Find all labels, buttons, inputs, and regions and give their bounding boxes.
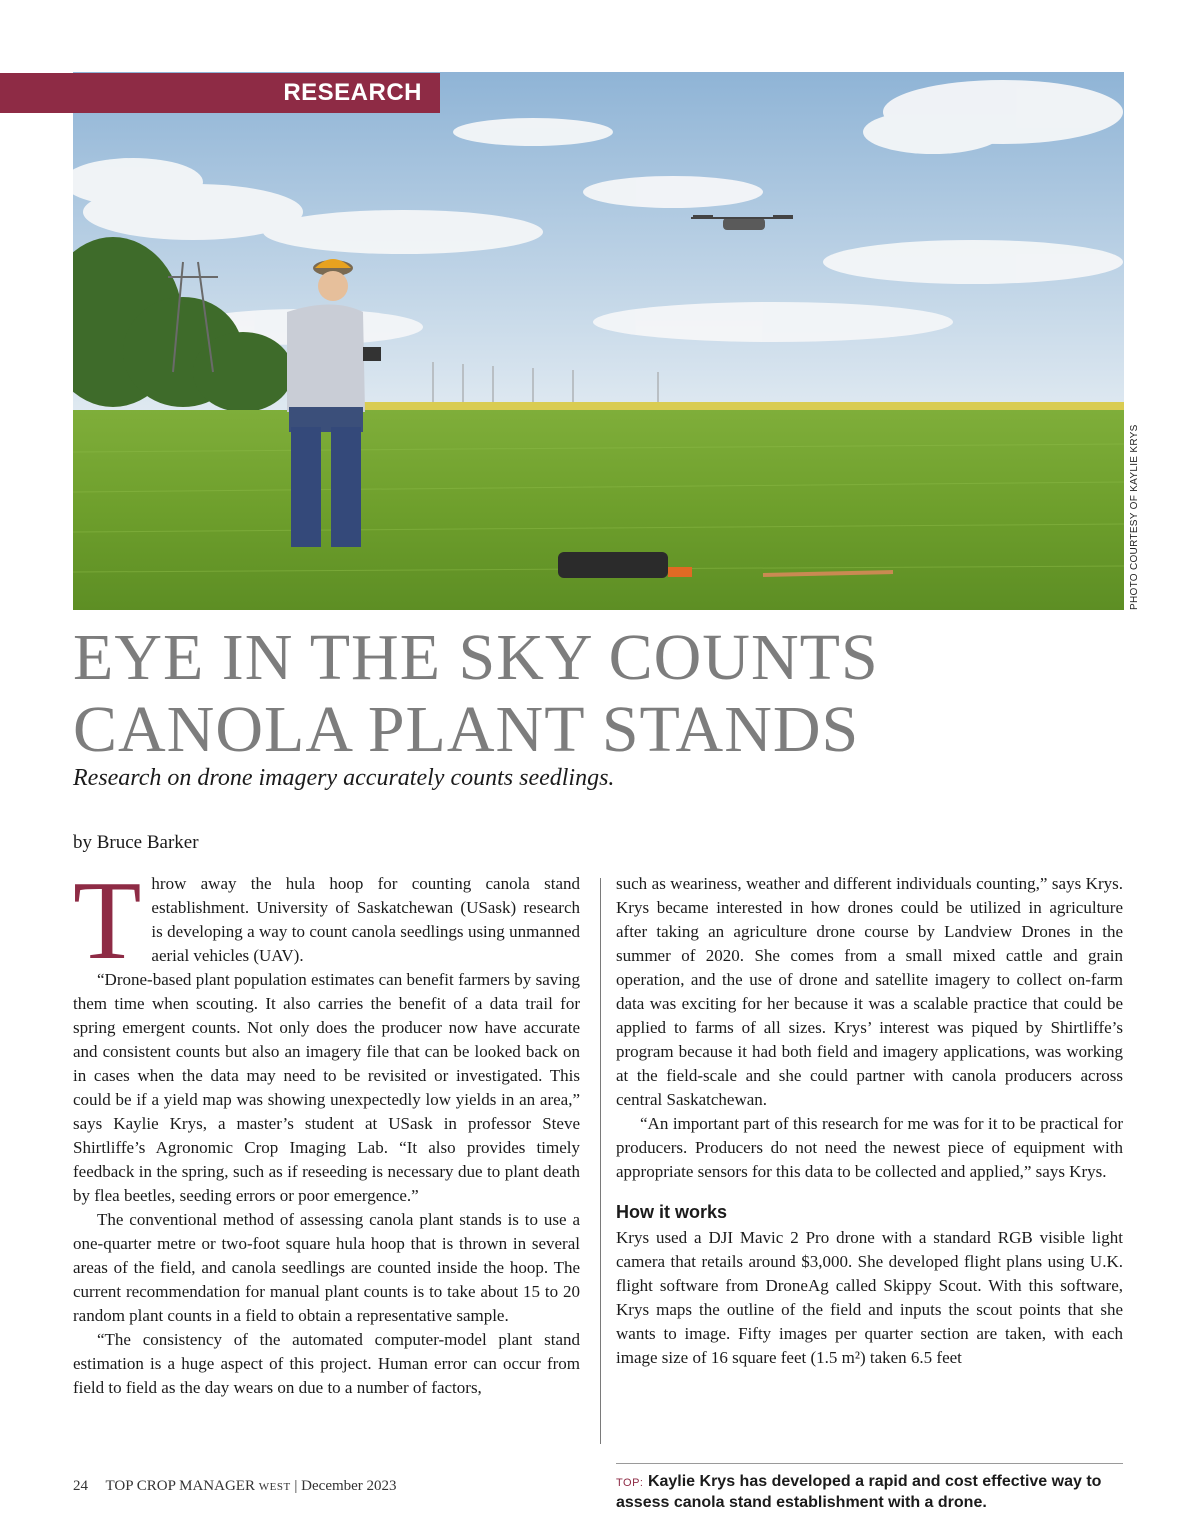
photo-credit: PHOTO COURTESY OF KAYLIE KRYS: [1129, 424, 1140, 610]
paragraph-2: “Drone-based plant population estimates can benefit farmers by saving them time when scouting. It also carries the benefit of a data trail for spring emergent counts. Not only does the producer now have accurate and consistent counts but also an imagery file that can be looked back on in cases when the data may need to be revisited or investigated. This could be if a yield map was showing unexpectedly low yields in an area,” says Kaylie Krys, a master’s student at USask in professor Steve Shirtliffe’s Agronomic Crop Imaging Lab. “It also provides timely feedback in the spring, such as if reseeding is necessary due to plant death by flea beetles, seeding errors or poor emergence.”: [73, 970, 580, 1205]
paragraph-7: Krys used a DJI Mavic 2 Pro drone with a standard RGB visible light camera that retails around $3,000. She developed flight plans using U.K. flight software from DroneAg called Skippy Scout. With this software, Krys maps the outline of the field and inputs the scout points that she wants to image. Fifty images per quarter section are taken, with each image size of 16 square feet (1.5 m²) taken 6.5 feet: [616, 1228, 1123, 1367]
caption-text: Kaylie Krys has developed a rapid and cost effective way to assess canola stand establishment with a drone.: [616, 1473, 1102, 1511]
hero-photo: [73, 72, 1124, 610]
section-label: RESEARCH: [283, 79, 422, 106]
publication-name: TOP CROP MANAGER: [105, 1478, 255, 1494]
caption-lead: TOP:: [616, 1477, 644, 1489]
column-left: [73, 859, 580, 1400]
paragraph-1-text: hrow away the hula hoop for counting canola stand establishment. University of Saskatchewan (USask) research is developing a way to count canola seedlings using unmanned aerial vehicles (UAV).: [151, 874, 580, 965]
paragraph-1: [73, 859, 580, 983]
drop-cap: T: [73, 859, 142, 983]
caption-rule: [616, 1463, 1123, 1464]
paragraph-3: The conventional method of assessing canola plant stands is to use a one-quarter metre or two-foot square hula hoop that is thrown in several areas of the field, and canola seedlings are counted inside the hoop. The current recommendation for manual plant counts is to take about 15 to 20 random plant counts in a field to obtain a representative sample.: [73, 1210, 580, 1325]
photo-caption: [616, 1472, 1123, 1512]
publication-edition: WEST: [258, 1481, 291, 1493]
column-right: [616, 872, 1123, 1370]
article-title: [73, 622, 1073, 766]
paragraph-6: “An important part of this research for me was for it to be practical for producers. Producers do not need the newest piece of equipment with appropriate sensors for this data to be collected and applied,” says Krys.: [616, 1114, 1123, 1181]
page-number: 24: [73, 1478, 88, 1494]
page-footer: [73, 1478, 397, 1495]
title-line-1: EYE IN THE SKY COUNTS: [73, 621, 879, 694]
article-deck: Research on drone imagery accurately counts seedlings.: [73, 765, 615, 791]
field-drone-photo: [73, 72, 1124, 610]
byline: by Bruce Barker: [73, 832, 199, 853]
column-divider: [600, 878, 601, 1444]
subhead-how-it-works: How it works: [616, 1202, 728, 1222]
paragraph-5: such as weariness, weather and different individuals counting,” says Krys. Krys became interested in how drones could be utilized in agriculture after taking an agriculture drone course by Landview Drones in the summer of 2020. She comes from a small mixed cattle and grain operation, and the use of drone and satellite imagery to collect on-farm data was exciting for her because it was a scalable practice that could be applied to farms of all sizes. Krys’ interest was piqued by Shirtliffe’s program because it had both field and imagery applications, was working at the field-scale and she could partner with canola producers across central Saskatchewan.: [616, 874, 1123, 1109]
issue-date: | December 2023: [294, 1478, 397, 1494]
title-line-2: CANOLA PLANT STANDS: [73, 693, 860, 766]
section-tag: [0, 73, 440, 113]
paragraph-4: “The consistency of the automated computer-model plant stand estimation is a huge aspect of this project. Human error can occur from field to field as the day wears on due to a number of factors,: [73, 1330, 580, 1397]
